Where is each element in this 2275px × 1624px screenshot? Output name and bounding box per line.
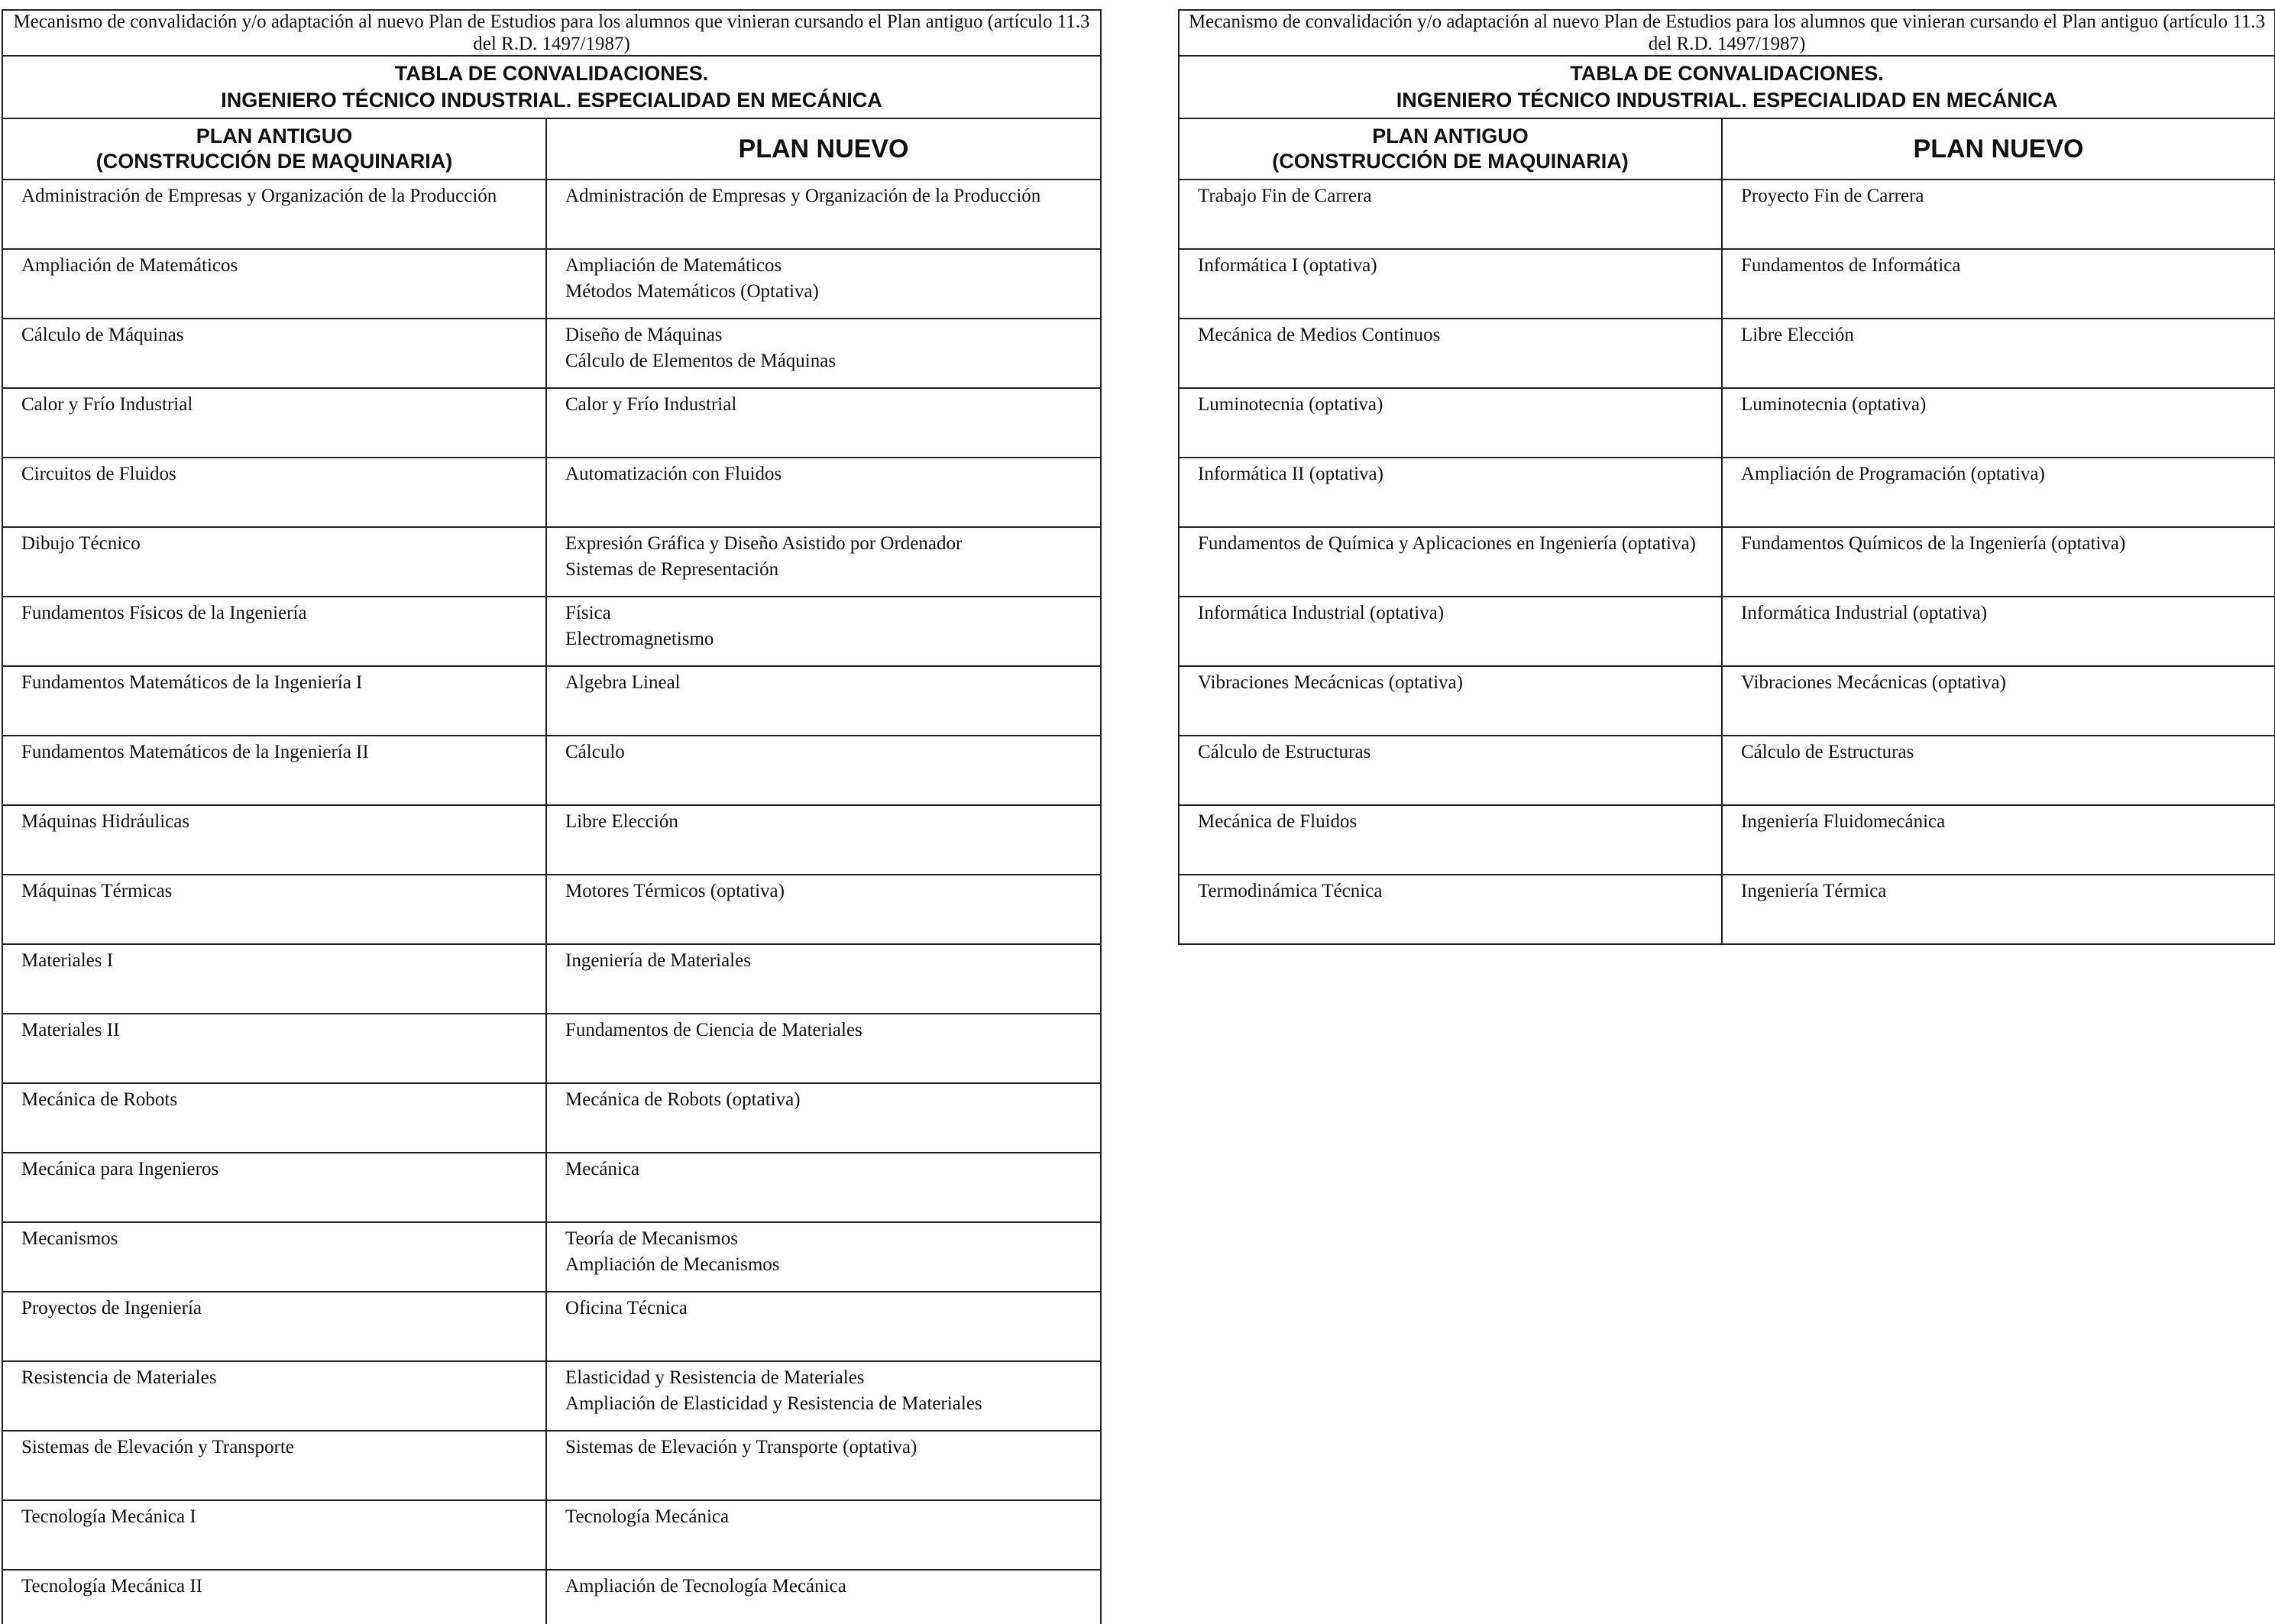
old-plan-subject: Cálculo de Máquinas: [2, 319, 546, 388]
new-plan-cell: [546, 1292, 1101, 1361]
new-plan-cell: [546, 1222, 1101, 1292]
old-plan-subject: Dibujo Técnico: [2, 527, 546, 597]
new-plan-cell: [1722, 180, 2275, 249]
table-row: [1179, 597, 2275, 666]
new-plan-cell: [546, 458, 1101, 527]
old-plan-subject: Máquinas Térmicas: [2, 875, 546, 944]
table-row: [2, 1083, 1101, 1153]
table-row: [2, 388, 1101, 458]
old-plan-subject: Proyectos de Ingeniería: [2, 1292, 546, 1361]
old-plan-subject: Fundamentos Matemáticos de la Ingeniería I: [2, 666, 546, 736]
new-plan-subject: Física: [565, 603, 611, 623]
table-row: [2, 180, 1101, 249]
new-plan-subject: Elasticidad y Resistencia de Materiales: [565, 1367, 865, 1388]
table-row: [1179, 180, 2275, 249]
table-title-line-1: TABLA DE CONVALIDACIONES.: [394, 62, 709, 85]
new-plan-subject: Informática Industrial (optativa): [1741, 603, 1988, 623]
table-title-line-1: TABLA DE CONVALIDACIONES.: [1570, 62, 1884, 85]
new-plan-subject: Mecánica: [565, 1159, 640, 1179]
old-plan-subject: Mecánica para Ingenieros: [2, 1153, 546, 1222]
new-plan-cell: [546, 1153, 1101, 1222]
new-plan-cell: [546, 1361, 1101, 1431]
old-plan-subject: Materiales I: [2, 944, 546, 1014]
new-plan-subject: Diseño de Máquinas: [565, 325, 723, 345]
new-plan-subject: Cálculo de Elementos de Máquinas: [565, 351, 837, 371]
old-plan-subject: Administración de Empresas y Organización de la Producción: [2, 180, 546, 249]
table-row: [2, 1222, 1101, 1292]
table-row: [2, 1431, 1101, 1500]
new-plan-subject: Electromagnetismo: [565, 629, 714, 649]
new-plan-cell: [546, 180, 1101, 249]
table-row: [1179, 736, 2275, 805]
table-row: [1179, 388, 2275, 458]
new-plan-subject: Cálculo de Estructuras: [1741, 742, 1914, 762]
new-plan-cell: [546, 944, 1101, 1014]
new-plan-subject: Algebra Lineal: [565, 672, 681, 693]
new-plan-subject: Mecánica de Robots (optativa): [565, 1089, 801, 1110]
table-row: [2, 1361, 1101, 1431]
old-plan-subject: Máquinas Hidráulicas: [2, 805, 546, 875]
new-plan-subject: Ingeniería Fluidomecánica: [1741, 811, 1946, 832]
new-plan-subject: Administración de Empresas y Organización de la Producción: [565, 186, 1041, 206]
new-plan-subject: Vibraciones Mecácnicas (optativa): [1741, 672, 2006, 693]
table-row: [2, 1292, 1101, 1361]
table-row: [2, 666, 1101, 736]
column-header-old-plan: [1179, 118, 1722, 180]
table-row: [1179, 875, 2275, 944]
table-row: [2, 319, 1101, 388]
column-header-old-plan-line-1: PLAN ANTIGUO: [196, 125, 353, 147]
new-plan-cell: [546, 527, 1101, 597]
old-plan-subject: Mecanismos: [2, 1222, 546, 1292]
intro-text: Mecanismo de convalidación y/o adaptación al nuevo Plan de Estudios para los alumnos que vinieran cursando el Plan antiguo (artículo 11.3 del R.D. 1497/1987): [2, 10, 1101, 56]
new-plan-subject: Ampliación de Programación (optativa): [1741, 464, 2045, 484]
old-plan-subject: Mecánica de Medios Continuos: [1179, 319, 1722, 388]
new-plan-cell: [546, 597, 1101, 666]
table-row: [2, 1570, 1101, 1624]
new-plan-cell: [1722, 458, 2275, 527]
new-plan-cell: [546, 875, 1101, 944]
new-plan-subject: Cálculo: [565, 742, 625, 762]
new-plan-subject: Tecnología Mecánica: [565, 1506, 730, 1527]
new-plan-subject: Libre Elección: [565, 811, 678, 832]
new-plan-subject: Teoría de Mecanismos: [565, 1228, 738, 1249]
table-row: [2, 1014, 1101, 1083]
new-plan-subject: Sistemas de Elevación y Transporte (optativa): [565, 1437, 917, 1457]
table-row: [1179, 249, 2275, 319]
new-plan-cell: [546, 388, 1101, 458]
old-plan-subject: Ampliación de Matemáticos: [2, 249, 546, 319]
column-header-old-plan-line-1: PLAN ANTIGUO: [1372, 125, 1529, 147]
new-plan-cell: [1722, 249, 2275, 319]
old-plan-subject: Vibraciones Mecácnicas (optativa): [1179, 666, 1722, 736]
new-plan-cell: [546, 1014, 1101, 1083]
column-header-new-plan: PLAN NUEVO: [546, 118, 1101, 180]
new-plan-cell: [1722, 388, 2275, 458]
new-plan-cell: [546, 1083, 1101, 1153]
new-plan-cell: [546, 1570, 1101, 1624]
convalidation-table-right: [1178, 9, 2275, 945]
table-row: [2, 736, 1101, 805]
table-row: [1179, 527, 2275, 597]
new-plan-cell: [546, 666, 1101, 736]
new-plan-subject: Fundamentos Químicos de la Ingeniería (optativa): [1741, 533, 2126, 554]
table-row: [1179, 805, 2275, 875]
new-plan-subject: Ampliación de Tecnología Mecánica: [565, 1576, 846, 1597]
old-plan-subject: Fundamentos de Química y Aplicaciones en Ingeniería (optativa): [1179, 527, 1722, 597]
table-row: [2, 458, 1101, 527]
old-plan-subject: Fundamentos Físicos de la Ingeniería: [2, 597, 546, 666]
table-title-line-2: INGENIERO TÉCNICO INDUSTRIAL. ESPECIALIDAD EN MECÁNICA: [1396, 89, 2058, 112]
new-plan-cell: [546, 736, 1101, 805]
new-plan-cell: [1722, 319, 2275, 388]
new-plan-subject: Ampliación de Mecanismos: [565, 1254, 780, 1275]
new-plan-subject: Proyecto Fin de Carrera: [1741, 186, 1924, 206]
table-row: [2, 527, 1101, 597]
new-plan-cell: [1722, 736, 2275, 805]
new-plan-cell: [1722, 805, 2275, 875]
old-plan-subject: Luminotecnia (optativa): [1179, 388, 1722, 458]
old-plan-subject: Informática I (optativa): [1179, 249, 1722, 319]
table-row: [1179, 458, 2275, 527]
old-plan-subject: Calor y Frío Industrial: [2, 388, 546, 458]
new-plan-subject: Ingeniería Térmica: [1741, 881, 1887, 901]
new-plan-cell: [1722, 527, 2275, 597]
old-plan-subject: Informática Industrial (optativa): [1179, 597, 1722, 666]
table-row: [2, 1500, 1101, 1570]
new-plan-subject: Sistemas de Representación: [565, 559, 779, 580]
table-row: [2, 875, 1101, 944]
old-plan-subject: Tecnología Mecánica I: [2, 1500, 546, 1570]
table-row: [2, 249, 1101, 319]
new-plan-cell: [1722, 666, 2275, 736]
new-plan-subject: Ampliación de Elasticidad y Resistencia de Materiales: [565, 1393, 982, 1414]
table-title-line-2: INGENIERO TÉCNICO INDUSTRIAL. ESPECIALIDAD EN MECÁNICA: [221, 89, 882, 112]
new-plan-cell: [546, 1431, 1101, 1500]
convalidation-table-left: [2, 9, 1102, 1624]
table-row: [1179, 666, 2275, 736]
table-row: [2, 1153, 1101, 1222]
table-row: [2, 805, 1101, 875]
new-plan-cell: [546, 319, 1101, 388]
new-plan-subject: Calor y Frío Industrial: [565, 394, 737, 415]
new-plan-cell: [1722, 875, 2275, 944]
old-plan-subject: Mecánica de Robots: [2, 1083, 546, 1153]
new-plan-subject: Ingeniería de Materiales: [565, 950, 751, 971]
new-plan-cell: [546, 1500, 1101, 1570]
old-plan-subject: Circuitos de Fluidos: [2, 458, 546, 527]
intro-text: Mecanismo de convalidación y/o adaptación al nuevo Plan de Estudios para los alumnos que vinieran cursando el Plan antiguo (artículo 11.3 del R.D. 1497/1987): [1179, 10, 2275, 56]
new-plan-subject: Libre Elección: [1741, 325, 1854, 345]
new-plan-subject: Expresión Gráfica y Diseño Asistido por Ordenador: [565, 533, 963, 554]
column-header-new-plan: PLAN NUEVO: [1722, 118, 2275, 180]
new-plan-subject: Luminotecnia (optativa): [1741, 394, 1927, 415]
new-plan-cell: [546, 805, 1101, 875]
table-row: [2, 597, 1101, 666]
column-header-old-plan-line-2: (CONSTRUCCIÓN DE MAQUINARIA): [95, 150, 453, 173]
new-plan-subject: Fundamentos de Ciencia de Materiales: [565, 1020, 862, 1040]
old-plan-subject: Tecnología Mecánica II: [2, 1570, 546, 1624]
old-plan-subject: Fundamentos Matemáticos de la Ingeniería II: [2, 736, 546, 805]
column-header-old-plan: [2, 118, 546, 180]
old-plan-subject: Materiales II: [2, 1014, 546, 1083]
old-plan-subject: Termodinámica Técnica: [1179, 875, 1722, 944]
new-plan-subject: Fundamentos de Informática: [1741, 255, 1961, 276]
table-row: [2, 944, 1101, 1014]
old-plan-subject: Resistencia de Materiales: [2, 1361, 546, 1431]
old-plan-subject: Trabajo Fin de Carrera: [1179, 180, 1722, 249]
new-plan-subject: Métodos Matemáticos (Optativa): [565, 281, 819, 302]
old-plan-subject: Cálculo de Estructuras: [1179, 736, 1722, 805]
new-plan-subject: Automatización con Fluidos: [565, 464, 782, 484]
column-header-old-plan-line-2: (CONSTRUCCIÓN DE MAQUINARIA): [1272, 150, 1629, 173]
new-plan-cell: [1722, 597, 2275, 666]
table-row: [1179, 319, 2275, 388]
old-plan-subject: Sistemas de Elevación y Transporte: [2, 1431, 546, 1500]
new-plan-subject: Motores Térmicos (optativa): [565, 881, 785, 901]
old-plan-subject: Informática II (optativa): [1179, 458, 1722, 527]
new-plan-subject: Ampliación de Matemáticos: [565, 255, 782, 276]
table-title: [1179, 56, 2275, 118]
old-plan-subject: Mecánica de Fluidos: [1179, 805, 1722, 875]
new-plan-subject: Oficina Técnica: [565, 1298, 688, 1318]
table-title: [2, 56, 1101, 118]
new-plan-cell: [546, 249, 1101, 319]
